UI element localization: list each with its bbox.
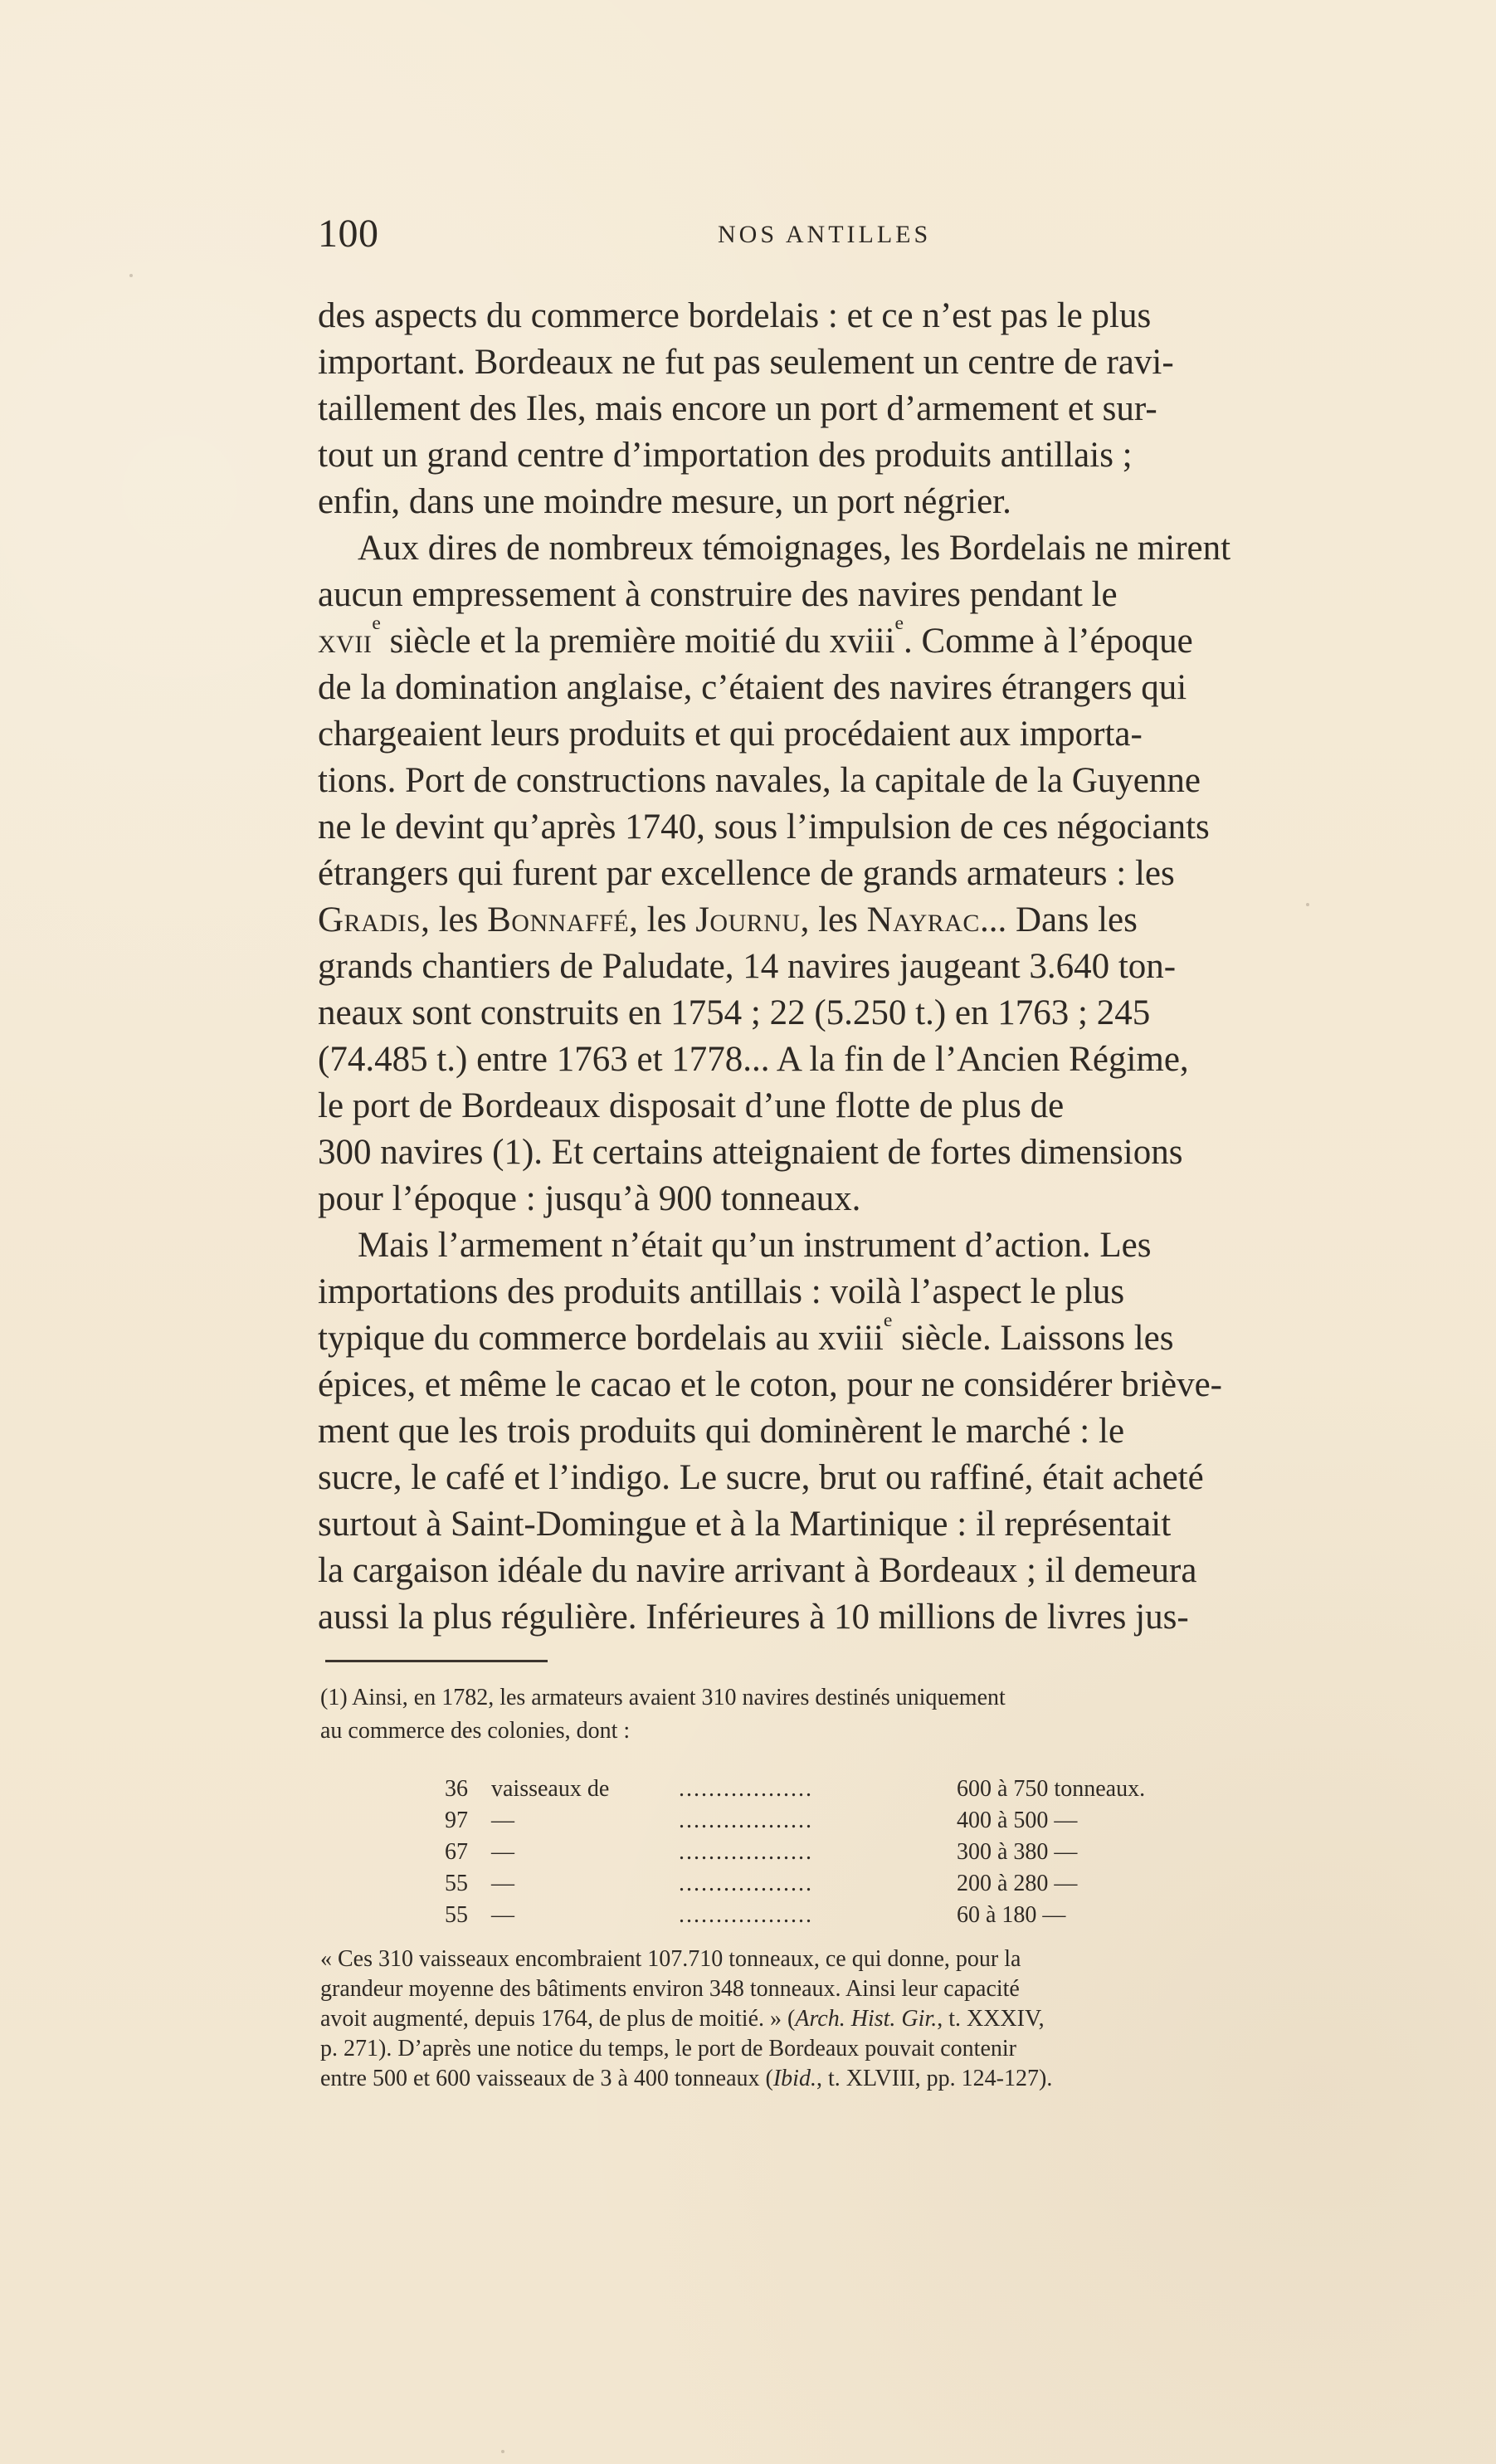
century-superscript: e bbox=[372, 612, 381, 634]
century-superscript: e bbox=[894, 612, 904, 634]
body-line: 300 navires (1). Et certains atteignaient de fortes dimensions bbox=[318, 1133, 1183, 1172]
ship-kind: — bbox=[491, 1871, 514, 1896]
century-roman-numeral: xvii bbox=[318, 622, 373, 661]
separator-text: , les bbox=[800, 900, 867, 939]
body-line-fragment: siècle. Laissons les bbox=[892, 1319, 1174, 1358]
footnote-fragment: entre 500 et 600 vaisseaux de 3 à 400 tonneaux ( bbox=[320, 2066, 773, 2091]
main-body-text bbox=[318, 293, 1367, 1641]
ship-count: 55 bbox=[445, 1871, 468, 1896]
body-line-fragment: typique du commerce bordelais au xviii bbox=[318, 1319, 884, 1358]
body-line: taillement des Iles, mais encore un port d’armement et sur- bbox=[318, 389, 1157, 428]
body-line: le port de Bordeaux disposait d’une flotte de plus de bbox=[318, 1086, 1065, 1125]
century-superscript: e bbox=[883, 1309, 893, 1331]
body-line: ne le devint qu’après 1740, sous l’impulsion de ces négociants bbox=[318, 808, 1210, 847]
merchant-name: Nayrac bbox=[866, 900, 980, 939]
page-header bbox=[318, 209, 1367, 259]
body-line: importations des produits antillais : voilà l’aspect le plus bbox=[318, 1272, 1125, 1311]
scan-speck bbox=[1306, 903, 1309, 906]
footnote-separator-rule bbox=[325, 1660, 548, 1662]
ship-capacity: 400 à 500 — bbox=[957, 1808, 1078, 1833]
table-row bbox=[445, 1774, 1258, 1805]
ship-kind: — bbox=[491, 1808, 514, 1833]
ship-capacity: 300 à 380 — bbox=[957, 1839, 1078, 1865]
ship-capacity: 60 à 180 — bbox=[957, 1902, 1066, 1928]
table-row bbox=[445, 1837, 1258, 1868]
body-line: la cargaison idéale du navire arrivant à Bordeaux ; il demeura bbox=[318, 1551, 1197, 1590]
body-line: épices, et même le cacao et le coton, pour ne considérer briève- bbox=[318, 1365, 1222, 1404]
merchant-name: Journu bbox=[695, 900, 801, 939]
body-line: étrangers qui furent par excellence de grands armateurs : les bbox=[318, 854, 1175, 893]
ship-capacity-table bbox=[445, 1774, 1258, 1931]
body-line: grands chantiers de Paludate, 14 navires jaugeant 3.640 ton- bbox=[318, 947, 1177, 986]
ship-capacity: 600 à 750 tonneaux. bbox=[957, 1776, 1146, 1802]
ship-kind: — bbox=[491, 1902, 514, 1928]
body-line-fragment: . Comme à l’époque bbox=[904, 622, 1193, 661]
body-line: tout un grand centre d’importation des produits antillais ; bbox=[318, 436, 1133, 475]
century-line bbox=[318, 612, 1367, 665]
century-line bbox=[318, 1309, 1367, 1362]
citation-line bbox=[320, 2004, 1370, 2034]
body-line: ment que les trois produits qui dominèrent le marché : le bbox=[318, 1412, 1125, 1451]
footnote-line: grandeur moyenne des bâtiments environ 348 tonneaux. Ainsi leur capacité bbox=[320, 1976, 1020, 2002]
table-row bbox=[445, 1900, 1258, 1931]
leader-dots: .................. bbox=[679, 1871, 813, 1896]
body-line: chargeaient leurs produits et qui procédaient aux importa- bbox=[318, 715, 1143, 754]
body-line: surtout à Saint-Domingue et à la Martinique : il représentait bbox=[318, 1505, 1172, 1544]
footnote-line: au commerce des colonies, dont : bbox=[320, 1718, 631, 1744]
footnote-line: p. 271). D’après une notice du temps, le port de Bordeaux pouvait contenir bbox=[320, 2036, 1016, 2061]
body-line-fragment: siècle et la première moitié du xviii bbox=[380, 622, 895, 661]
separator-text: , les bbox=[629, 900, 696, 939]
table-row bbox=[445, 1805, 1258, 1837]
footnote-intro bbox=[320, 1681, 1370, 1748]
body-line: tions. Port de constructions navales, la capitale de la Guyenne bbox=[318, 761, 1201, 800]
footnote-fragment: , t. XLVIII, pp. 124-127). bbox=[816, 2066, 1053, 2091]
merchant-name: Bonnaffé bbox=[487, 900, 630, 939]
body-line: important. Bordeaux ne fut pas seulement un centre de ravi- bbox=[318, 343, 1174, 382]
scan-speck bbox=[129, 274, 133, 277]
ship-kind: vaisseaux de bbox=[491, 1776, 610, 1802]
leader-dots: .................. bbox=[679, 1839, 813, 1865]
scan-speck bbox=[501, 2450, 504, 2453]
leader-dots: .................. bbox=[679, 1902, 813, 1928]
body-line: (74.485 t.) entre 1763 et 1778... A la fin de l’Ancien Régime, bbox=[318, 1040, 1189, 1079]
table-row bbox=[445, 1868, 1258, 1900]
ship-kind: — bbox=[491, 1839, 514, 1865]
leader-dots: .................. bbox=[679, 1776, 813, 1802]
italic-citation: Arch. Hist. Gir. bbox=[795, 2006, 938, 2032]
ship-count: 67 bbox=[445, 1839, 468, 1865]
footnote-fragment: avoit augmenté, depuis 1764, de plus de moitié. » ( bbox=[320, 2006, 796, 2032]
body-line: enfin, dans une moindre mesure, un port négrier. bbox=[318, 482, 1011, 521]
ship-count: 97 bbox=[445, 1808, 468, 1833]
body-line: de la domination anglaise, c’étaient des navires étrangers qui bbox=[318, 668, 1187, 707]
body-line: aussi la plus régulière. Inférieures à 10 millions de livres jus- bbox=[318, 1598, 1189, 1637]
footnote-closing-note bbox=[320, 1944, 1370, 2094]
separator-text: ... Dans les bbox=[979, 900, 1138, 939]
body-line: neaux sont construits en 1754 ; 22 (5.250 t.) en 1763 ; 245 bbox=[318, 993, 1151, 1032]
ship-count: 36 bbox=[445, 1776, 468, 1802]
ship-count: 55 bbox=[445, 1902, 468, 1928]
italic-citation: Ibid. bbox=[772, 2066, 816, 2091]
paragraph-start-line: Mais l’armement n’était qu’un instrument d’action. Les bbox=[358, 1226, 1152, 1265]
body-line: des aspects du commerce bordelais : et ce n’est pas le plus bbox=[318, 296, 1152, 335]
ship-capacity: 200 à 280 — bbox=[957, 1871, 1078, 1896]
citation-line bbox=[320, 2064, 1370, 2094]
body-line: pour l’époque : jusqu’à 900 tonneaux. bbox=[318, 1179, 861, 1218]
paragraph-start-line: Aux dires de nombreux témoignages, les Bordelais ne mirent bbox=[358, 529, 1231, 568]
merchant-names-line bbox=[318, 897, 1367, 944]
footnote-line: (1) Ainsi, en 1782, les armateurs avaient 310 navires destinés uniquement bbox=[320, 1685, 1006, 1710]
merchant-name: Gradis bbox=[318, 900, 422, 939]
separator-text: , les bbox=[421, 900, 488, 939]
page-number: 100 bbox=[318, 212, 379, 256]
footnote-line: « Ces 310 vaisseaux encombraient 107.710 tonneaux, ce qui donne, pour la bbox=[320, 1946, 1021, 1972]
running-title: NOS ANTILLES bbox=[718, 221, 932, 248]
footnote-fragment: , t. XXXIV, bbox=[937, 2006, 1045, 2032]
leader-dots: .................. bbox=[679, 1808, 813, 1833]
body-line: aucun empressement à construire des navires pendant le bbox=[318, 575, 1118, 614]
body-line: sucre, le café et l’indigo. Le sucre, brut ou raffiné, était acheté bbox=[318, 1458, 1204, 1497]
